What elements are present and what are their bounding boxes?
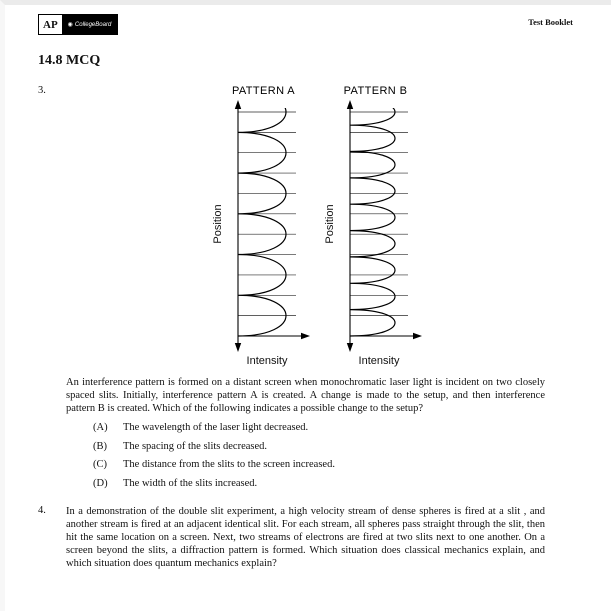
question-3-text: An interference pattern is formed on a distant screen when monochromatic laser light is incident on two closely spaced slits. Initially, interference pattern A is created. A change is made to the setup, and then interference pattern B is created. Which of the following indicates a possible change to the setup? [66,377,545,414]
pattern-b-diagram [320,85,432,368]
choice-c-letter: (C) [93,459,107,470]
question-4-body [66,505,573,570]
question-3-body [66,85,573,490]
intensity-curve [238,98,286,336]
question-3 [38,85,573,490]
gridlines [350,112,408,316]
choice-c-text: The distance from the slits to the screen increased. [123,459,335,470]
test-booklet-label: Test Booklet [528,17,573,27]
test-page [5,5,611,570]
choice-c [66,459,573,471]
collegeboard-badge [62,15,118,34]
interference-pattern-diagrams [66,85,573,368]
axes [238,104,302,346]
intensity-curve [350,99,395,336]
choice-a-letter: (A) [93,422,108,433]
question-3-number: 3. [38,85,46,96]
pattern-a-label: PATTERN A [231,85,296,97]
ap-logo-text: AP [43,18,58,31]
choice-b [66,441,573,453]
choice-a-text: The wavelength of the laser light decreased. [123,422,309,433]
x-axis-label: Intensity [358,355,399,367]
y-axis-label: Position [323,204,336,244]
choice-b-letter: (B) [93,440,107,452]
choice-a [66,422,573,434]
pattern-b-plot [320,98,432,368]
question-4-text: In a demonstration of the double slit experiment, a high velocity stream of dense spheres is fired at a slit , and another stream is fired at an adjacent identical slit. For each stream, all spheres pass straight through the slit, then hit the same location on a screen. Next, two streams of electrons are fired at two slits next to one another. On a screen beyond the slits, a diffraction pattern is formed. Which situation does classical mechanics explain, and which situation does quantum mechanics explain? [66,505,545,569]
page-header [38,14,573,35]
collegeboard-acorn-icon: ◉ [67,22,73,28]
page-title: 14.8 MCQ [38,53,101,68]
choice-b-text: The spacing of the slits decreased. [123,440,268,452]
ap-collegeboard-logo [38,14,118,35]
choice-d-text: The width of the slits increased. [123,477,258,489]
question-3-choices [66,422,573,490]
y-axis-label: Position [211,204,224,244]
collegeboard-logo-text: CollegeBoard [74,21,112,28]
pattern-a-diagram [208,85,320,368]
question-4 [38,505,573,570]
pattern-a-plot [208,98,320,368]
choice-d [66,478,573,490]
question-4-number: 4. [38,504,46,516]
choice-d-letter: (D) [93,477,108,489]
pattern-b-label: PATTERN B [343,85,408,97]
x-axis-label: Intensity [246,355,287,367]
